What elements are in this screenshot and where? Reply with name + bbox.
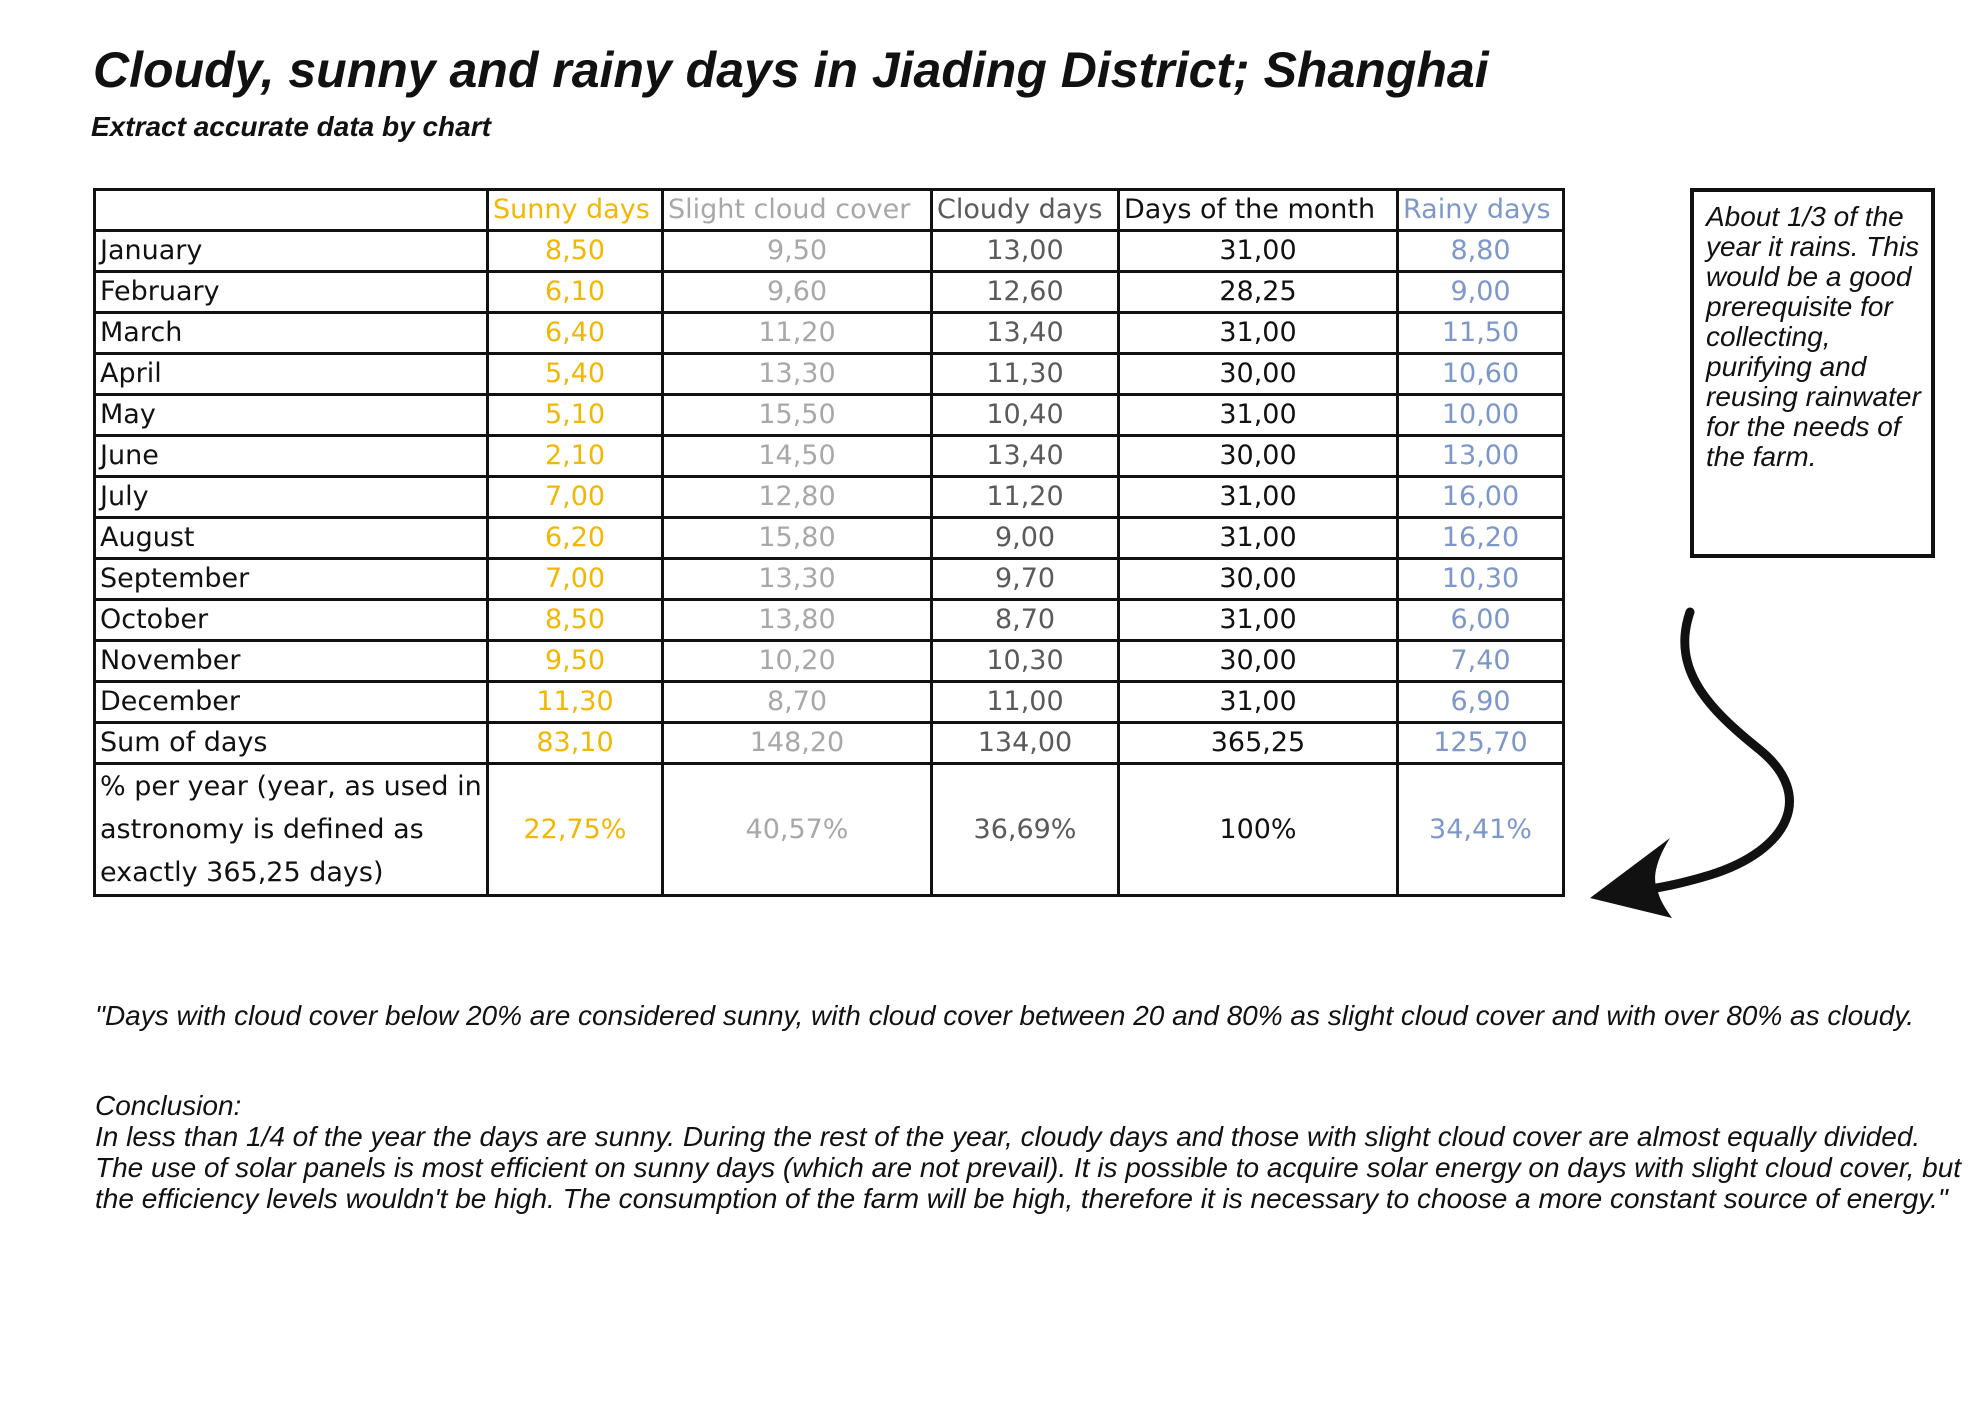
cell-slight-cloud-cover: 9,50 <box>663 231 932 272</box>
cell-rainy-days: 16,20 <box>1398 518 1564 559</box>
cell-sunny-days: 6,20 <box>488 518 663 559</box>
table-row <box>95 641 1564 682</box>
cell-cloudy-days: 11,00 <box>932 682 1119 723</box>
cell-cloudy-days: 12,60 <box>932 272 1119 313</box>
cell-cloudy-days: 11,20 <box>932 477 1119 518</box>
conclusion-text: In less than 1/4 of the year the days are sunny. During the rest of the year, cloudy days and those with slight cloud cover are almost equally divided. The use of solar panels is most efficient on sunny days (which are not prevail). It is possible to acquire solar energy on days with slight cloud cover, but the efficiency levels wouldn't be high. The consumption of the farm will be high, therefore it is necessary to choose a more constant source of energy." <box>95 1121 1962 1214</box>
cell-rainy-days: 13,00 <box>1398 436 1564 477</box>
cell-rainy-days: 10,30 <box>1398 559 1564 600</box>
row-label: Sum of days <box>95 723 488 764</box>
cell-rainy-days: 16,00 <box>1398 477 1564 518</box>
table-body <box>95 231 1564 896</box>
cell-sunny-days: 7,00 <box>488 477 663 518</box>
cell-cloudy-days: 8,70 <box>932 600 1119 641</box>
cell-days-of-month: 365,25 <box>1119 723 1398 764</box>
row-label: September <box>95 559 488 600</box>
rain-note-box <box>1690 188 1935 558</box>
cell-rainy-days: 7,40 <box>1398 641 1564 682</box>
cell-rainy-days: 6,90 <box>1398 682 1564 723</box>
cell-rainy-days: 8,80 <box>1398 231 1564 272</box>
cell-days-of-month: 30,00 <box>1119 436 1398 477</box>
cell-cloudy-days: 134,00 <box>932 723 1119 764</box>
page-subtitle: Extract accurate data by chart <box>91 111 491 142</box>
cell-percent-cloudy-days: 36,69% <box>932 764 1119 896</box>
table-header-row <box>95 190 1564 231</box>
cell-slight-cloud-cover: 15,80 <box>663 518 932 559</box>
cell-rainy-days: 6,00 <box>1398 600 1564 641</box>
row-label: February <box>95 272 488 313</box>
cell-sunny-days: 2,10 <box>488 436 663 477</box>
cell-days-of-month: 31,00 <box>1119 600 1398 641</box>
row-label: March <box>95 313 488 354</box>
cell-percent-sunny-days: 22,75% <box>488 764 663 896</box>
cell-sunny-days: 8,50 <box>488 600 663 641</box>
row-label: April <box>95 354 488 395</box>
cell-days-of-month: 31,00 <box>1119 477 1398 518</box>
cell-days-of-month: 28,25 <box>1119 272 1398 313</box>
cell-days-of-month: 31,00 <box>1119 231 1398 272</box>
row-label: November <box>95 641 488 682</box>
cell-days-of-month: 31,00 <box>1119 313 1398 354</box>
cell-sunny-days: 83,10 <box>488 723 663 764</box>
cell-rainy-days: 11,50 <box>1398 313 1564 354</box>
table-row <box>95 231 1564 272</box>
row-label: May <box>95 395 488 436</box>
table-row <box>95 477 1564 518</box>
cell-sunny-days: 6,10 <box>488 272 663 313</box>
cell-percent-days-of-month: 100% <box>1119 764 1398 896</box>
row-label: July <box>95 477 488 518</box>
cell-rainy-days: 10,00 <box>1398 395 1564 436</box>
definition-quote: "Days with cloud cover below 20% are considered sunny, with cloud cover between 20 and 80% as slight cloud cover and with over 80% as cloudy. <box>95 1000 1915 1031</box>
cell-percent-rainy-days: 34,41% <box>1398 764 1564 896</box>
cell-sunny-days: 11,30 <box>488 682 663 723</box>
cell-cloudy-days: 9,70 <box>932 559 1119 600</box>
table-row <box>95 272 1564 313</box>
cell-cloudy-days: 13,40 <box>932 436 1119 477</box>
row-label: June <box>95 436 488 477</box>
cell-sunny-days: 8,50 <box>488 231 663 272</box>
cell-percent-slight-cloud-cover: 40,57% <box>663 764 932 896</box>
cell-sunny-days: 5,40 <box>488 354 663 395</box>
cell-slight-cloud-cover: 12,80 <box>663 477 932 518</box>
cell-slight-cloud-cover: 13,30 <box>663 354 932 395</box>
table-row <box>95 518 1564 559</box>
header-cloudy-days: Cloudy days <box>932 190 1119 231</box>
cell-cloudy-days: 9,00 <box>932 518 1119 559</box>
cell-slight-cloud-cover: 15,50 <box>663 395 932 436</box>
rain-note-text: About 1/3 of the year it rains. This would be a good prerequisite for collecting, purifying and reusing rainwater for the needs of the farm. <box>1706 201 1921 472</box>
cell-slight-cloud-cover: 13,80 <box>663 600 932 641</box>
header-days-of-month: Days of the month <box>1119 190 1398 231</box>
header-rainy-days: Rainy days <box>1398 190 1564 231</box>
cell-rainy-days: 10,60 <box>1398 354 1564 395</box>
cell-sunny-days: 7,00 <box>488 559 663 600</box>
cell-cloudy-days: 13,40 <box>932 313 1119 354</box>
table-row <box>95 559 1564 600</box>
header-empty <box>95 190 488 231</box>
cell-days-of-month: 30,00 <box>1119 559 1398 600</box>
cell-slight-cloud-cover: 9,60 <box>663 272 932 313</box>
table-row <box>95 354 1564 395</box>
cell-slight-cloud-cover: 11,20 <box>663 313 932 354</box>
cell-days-of-month: 30,00 <box>1119 641 1398 682</box>
cell-days-of-month: 30,00 <box>1119 354 1398 395</box>
curved-arrow-icon <box>1560 600 1820 920</box>
cell-days-of-month: 31,00 <box>1119 682 1398 723</box>
page-title: Cloudy, sunny and rainy days in Jiading District; Shanghai <box>93 42 1489 98</box>
row-label: January <box>95 231 488 272</box>
table-row <box>95 600 1564 641</box>
row-label-percent: % per year (year, as used in astronomy is defined as exactly 365,25 days) <box>95 764 488 896</box>
cell-slight-cloud-cover: 148,20 <box>663 723 932 764</box>
cell-days-of-month: 31,00 <box>1119 518 1398 559</box>
table-row-percent <box>95 764 1564 896</box>
cell-slight-cloud-cover: 8,70 <box>663 682 932 723</box>
cell-slight-cloud-cover: 10,20 <box>663 641 932 682</box>
row-label: December <box>95 682 488 723</box>
table-row <box>95 313 1564 354</box>
cell-cloudy-days: 10,30 <box>932 641 1119 682</box>
conclusion-label: Conclusion: <box>95 1090 242 1121</box>
header-slight-cloud-cover: Slight cloud cover <box>663 190 932 231</box>
row-label: August <box>95 518 488 559</box>
cell-days-of-month: 31,00 <box>1119 395 1398 436</box>
cell-cloudy-days: 10,40 <box>932 395 1119 436</box>
cell-cloudy-days: 13,00 <box>932 231 1119 272</box>
cell-slight-cloud-cover: 14,50 <box>663 436 932 477</box>
cell-slight-cloud-cover: 13,30 <box>663 559 932 600</box>
cell-sunny-days: 5,10 <box>488 395 663 436</box>
cell-sunny-days: 9,50 <box>488 641 663 682</box>
table-row <box>95 723 1564 764</box>
weather-table <box>93 188 1565 897</box>
cell-cloudy-days: 11,30 <box>932 354 1119 395</box>
row-label: October <box>95 600 488 641</box>
table-row <box>95 395 1564 436</box>
cell-rainy-days: 9,00 <box>1398 272 1564 313</box>
table-row <box>95 436 1564 477</box>
header-sunny-days: Sunny days <box>488 190 663 231</box>
table-row <box>95 682 1564 723</box>
cell-rainy-days: 125,70 <box>1398 723 1564 764</box>
cell-sunny-days: 6,40 <box>488 313 663 354</box>
